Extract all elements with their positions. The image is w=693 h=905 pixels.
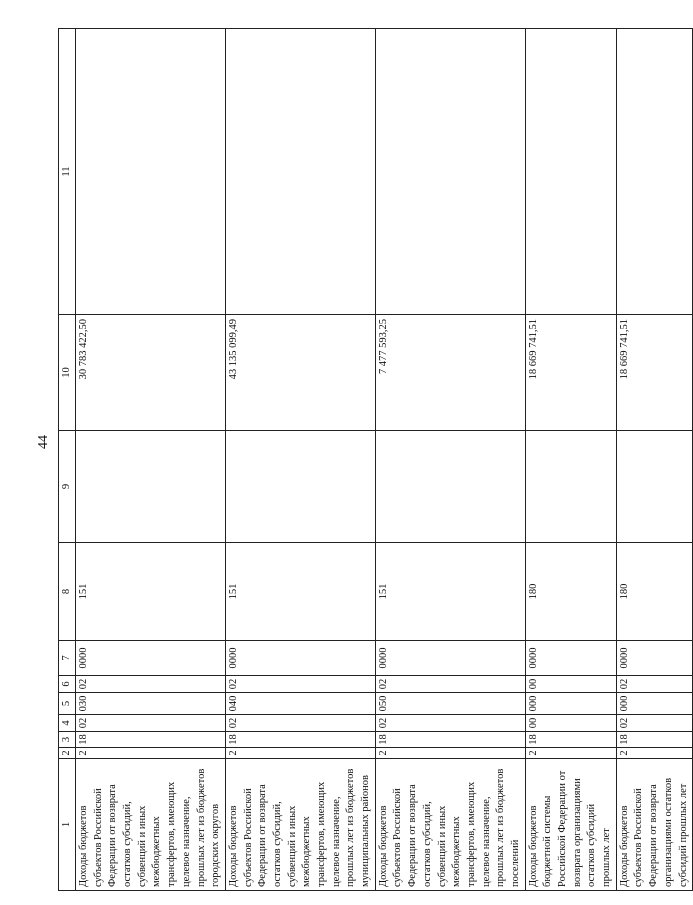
column-header-1: 1 bbox=[59, 759, 76, 891]
row-description: Доходы бюджетов субъектов Российской Федерации от возврата организациями остатков субсидий прошлых лет bbox=[616, 759, 692, 891]
amount-value: 7 477 593,25 bbox=[375, 315, 525, 431]
code-group: 18 bbox=[616, 732, 692, 748]
amount-value: 30 783 422,50 bbox=[76, 315, 226, 431]
column-11-value bbox=[76, 29, 226, 315]
code-element: 02 bbox=[375, 676, 525, 693]
code-program: 0000 bbox=[525, 641, 616, 676]
code-element: 02 bbox=[225, 676, 375, 693]
table-row bbox=[616, 29, 692, 891]
row-description: Доходы бюджетов субъектов Российской Федерации от возврата остатков субсидий, субвенций и иных межбюджетных трансфертов, имеющих целевое назначение, прошлых лет из бюджетов муниципальных районов bbox=[225, 759, 375, 891]
table-row bbox=[375, 29, 525, 891]
column-9-value bbox=[76, 431, 226, 543]
code-element: 02 bbox=[616, 676, 692, 693]
column-header-2: 2 bbox=[59, 748, 76, 759]
column-header-9: 9 bbox=[59, 431, 76, 543]
code-subgroup: 02 bbox=[616, 715, 692, 732]
code-economic: 151 bbox=[375, 543, 525, 641]
column-9-value bbox=[616, 431, 692, 543]
code-group: 18 bbox=[225, 732, 375, 748]
column-11-value bbox=[525, 29, 616, 315]
table-row bbox=[76, 29, 226, 891]
row-description: Доходы бюджетов бюджетной системы Российской Федерации от возврата организациями остатков субсидий прошлых лет bbox=[525, 759, 616, 891]
code-article: 000 bbox=[616, 693, 692, 715]
page-number: 44 bbox=[36, 435, 51, 449]
code-admin: 2 bbox=[525, 748, 616, 759]
code-admin: 2 bbox=[225, 748, 375, 759]
column-header-5: 5 bbox=[59, 693, 76, 715]
code-group: 18 bbox=[76, 732, 226, 748]
code-economic: 180 bbox=[616, 543, 692, 641]
code-article: 030 bbox=[76, 693, 226, 715]
column-9-value bbox=[375, 431, 525, 543]
code-article: 000 bbox=[525, 693, 616, 715]
table-row bbox=[225, 29, 375, 891]
amount-value: 18 669 741,51 bbox=[525, 315, 616, 431]
code-element: 00 bbox=[525, 676, 616, 693]
column-header-10: 10 bbox=[59, 315, 76, 431]
code-economic: 151 bbox=[225, 543, 375, 641]
code-group: 18 bbox=[375, 732, 525, 748]
column-11-value bbox=[225, 29, 375, 315]
row-description: Доходы бюджетов субъектов Российской Федерации от возврата остатков субсидий, субвенций и иных межбюджетных трансфертов, имеющих целевое назначение, прошлых лет из бюджетов поселений bbox=[375, 759, 525, 891]
code-economic: 151 bbox=[76, 543, 226, 641]
column-11-value bbox=[375, 29, 525, 315]
column-header-6: 6 bbox=[59, 676, 76, 693]
code-admin: 2 bbox=[76, 748, 226, 759]
code-program: 0000 bbox=[76, 641, 226, 676]
code-economic: 180 bbox=[525, 543, 616, 641]
code-article: 040 bbox=[225, 693, 375, 715]
table-row bbox=[525, 29, 616, 891]
code-subgroup: 02 bbox=[225, 715, 375, 732]
code-admin: 2 bbox=[375, 748, 525, 759]
code-subgroup: 02 bbox=[375, 715, 525, 732]
column-header-11: 11 bbox=[59, 29, 76, 315]
column-header-4: 4 bbox=[59, 715, 76, 732]
code-program: 0000 bbox=[375, 641, 525, 676]
budget-income-table bbox=[58, 28, 693, 891]
code-group: 18 bbox=[525, 732, 616, 748]
column-header-3: 3 bbox=[59, 732, 76, 748]
column-9-value bbox=[525, 431, 616, 543]
code-program: 0000 bbox=[225, 641, 375, 676]
column-number-row bbox=[59, 29, 76, 891]
code-program: 0000 bbox=[616, 641, 692, 676]
rotated-page-content bbox=[58, 29, 689, 891]
column-header-8: 8 bbox=[59, 543, 76, 641]
code-subgroup: 02 bbox=[76, 715, 226, 732]
column-9-value bbox=[225, 431, 375, 543]
amount-value: 18 669 741,51 bbox=[616, 315, 692, 431]
column-11-value bbox=[616, 29, 692, 315]
code-article: 050 bbox=[375, 693, 525, 715]
code-admin: 2 bbox=[616, 748, 692, 759]
amount-value: 43 135 099,49 bbox=[225, 315, 375, 431]
code-element: 02 bbox=[76, 676, 226, 693]
row-description: Доходы бюджетов субъектов Российской Федерации от возврата остатков субсидий, субвенций и иных межбюджетных трансфертов, имеющих целевое назначение, прошлых лет из бюджетов городских округов bbox=[76, 759, 226, 891]
code-subgroup: 00 bbox=[525, 715, 616, 732]
column-header-7: 7 bbox=[59, 641, 76, 676]
